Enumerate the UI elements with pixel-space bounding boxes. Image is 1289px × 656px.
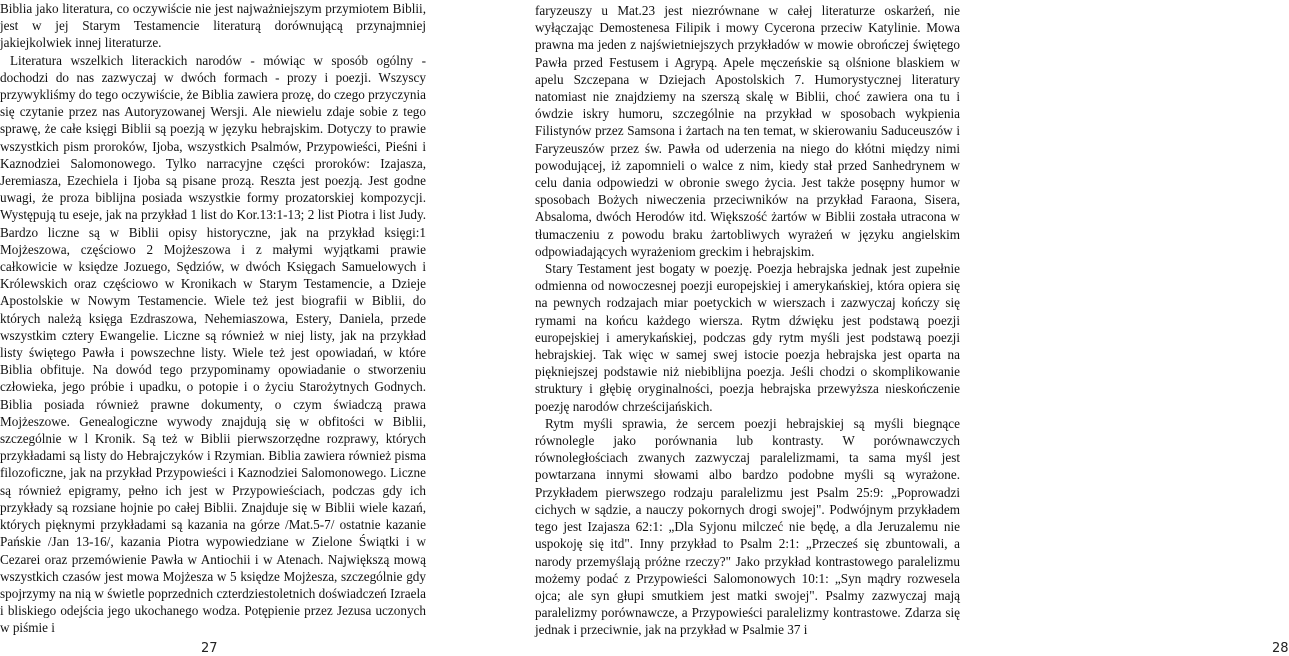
left-page bbox=[0, 0, 426, 655]
paragraph: faryzeuszy u Mat.23 jest niezrównane w całej literaturze oskarżeń, nie wyłączając Demostenesa Filipik i mowy Cycerona przeciw Katylinie. Mowa prawna ma jeden z najświetniejszych przykładów w mowie obrończej świętego Pawła przed Festusem i Agrypą. Apele męczeńskie są olśnione blaskiem w apelu Szczepana w Dziejach Apostolskich 7. Humorystycznej literatury natomiast nie znajdziemy na szerszą skalę w Biblii, choć zawiera ona tu i ówdzie iskry humoru, szczególnie na przykład w sposobach wykpienia Filistynów przez Samsona i żartach na ten temat, w skierowaniu Saduceuszów i Faryzeuszów przez św. Pawła od uderzenia na niego do kłótni między nimi powodującej, iż zapomnieli o walce z nim, kiedy stał przed Sanhedrynem w celu dania odpowiedzi w obronie swego życia. Jest także posępny humor w sposobach Bożych niweczenia przeciwników na przykład Faraona, Sisera, Absaloma, dwóch Herodów itd. Większość żartów w Biblii została utracona w tłumaczeniu z powodu braku żartobliwych wyrażeń w języku angielskim odpowiadających wyrażeniom greckim i hebrajskim. bbox=[535, 3, 960, 259]
paragraph: Stary Testament jest bogaty w poezję. Poezja hebrajska jednak jest zupełnie odmienna od nowoczesnej poezji europejskiej i amerykańskiej, która opiera się na pewnych rodzajach miar poetyckich w wierszach i zazwyczaj kończy się rymami na końcu każdego wiersza. Rytm dźwięku jest podstawą poezji europejskiej i amerykańskiej, podczas gdy rytm myśli jest podstawą poezji hebrajskiej. Tak więc w samej swej istocie poezja hebrajska jest oparta na piękniejszej podstawie niż niebiblijna poezja. Jeśli chodzi o skomplikowanie struktury i głębię oryginalności, poezja hebrajska przewyższa nieskończenie poezję narodów chrześcijańskich. bbox=[535, 261, 960, 414]
page-number: 27 bbox=[201, 641, 218, 656]
right-page-text bbox=[535, 0, 960, 639]
left-page-text bbox=[0, 0, 426, 637]
right-page bbox=[535, 0, 1289, 656]
paragraph: Biblia jako literatura, co oczywiście nie jest najważniejszym przymiotem Biblii, jest w jej Starym Testamencie literaturą dorównującą przynajmniej jakiejkolwiek innej literaturze. bbox=[0, 1, 426, 51]
paragraph: Rytm myśli sprawia, że sercem poezji hebrajskiej są myśli biegnące równolegle jako porównania lub kontrasty. W porównawczych równoległościach zwanych zazwyczaj paralelizmami, ta sama myśl jest powtarzana innymi słowami albo bardzo podobne myśli są wyrażone. Przykładem pierwszego rodzaju paralelizmu jest Psalm 25:9: „Poprowadzi cichych w sądzie, a nauczy pokornych drogi swojej". Podwójnym przykładem tego jest Izajasza 62:1: „Dla Syjonu milczeć nie będę, a dla Jeruzalemu nie uspokoję się itd". Inny przykład to Psalm 2:1: „Przecześ się zbuntowali, a narody przemyślają próżne rzeczy?" Jako przykład kontrastowego paralelizmu możemy podać z Przypowieści Salomonowych 10:1: „Syn mądry rozwesela ojca; ale syn głupi smutkiem jest matki swojej". Psalmy zazwyczaj mają paralelizmy porównawcze, a Przypowieści paralelizmy kontrastowe. Zdarza się jednak i przeciwnie, jak na przykład w Psalmie 37 i bbox=[535, 415, 960, 638]
page-number: 28 bbox=[1272, 641, 1289, 656]
paragraph: Literatura wszelkich literackich narodów - mówiąc w sposób ogólny - dochodzi do nas zazwyczaj w dwóch formach - prozy i poezji. Wszyscy przywykliśmy do tego oczywiście, że Biblia zawiera prozę, do czego przyczynia się czytanie przez nas Autoryzowanej Wersji. Ale niewielu zdaje sobie z tego sprawę, że całe księgi Biblii są poezją w języku hebrajskim. Dotyczy to prawie wszystkich pism proroków, Ijoba, wszystkich Psalmów, Przypowieści, Pieśni i Kaznodziei Salomonowego. Tylko narracyjne części proroków: Izajasza, Jeremiasza, Ezechiela i Ijoba są pisane prozą. Reszta jest poezją. Jest godne uwagi, że proza biblijna posiada wszystkie formy prozatorskiej kompozycji. Występują tu eseje, jak na przykład 1 list do Kor.13:1-13; 2 list Piotra i list Judy. Bardzo liczne są w Biblii opisy historyczne, jak na przykład księgi:1 Mojżeszowa, częściowo 2 Mojżeszowa i z małymi wyjątkami prawie całkowicie w księdze Jozuego, Sędziów, w dwóch Księgach Samuelowych i Królewskich oraz częściowo w Kronikach w Starym Testamencie, a Dzieje Apostolskie w Nowym Testamencie. Wiele też jest biografii w Biblii, do których należą księga Ezdraszowa, Nehemiaszowa, Estery, Daniela, przede wszystkim cztery Ewangelie. Liczne są również w niej listy, jak na przykład listy świętego Pawła i powszechne listy. Wiele też jest opowiadań, w które Biblia obfituje. Na dowód tego przypominamy opowiadanie o stworzeniu człowieka, jego próbie i upadku, o potopie i o życiu Starożytnych Godnych. Biblia posiada również prawne dokumenty, o czym świadczą prawa Mojżeszowe. Genealogiczne wywody znajdują się w obfitości w Biblii, szczególnie w l Kronik. Są też w Biblii pierwszorzędne rozprawy, których przykładami są listy do Hebrajczyków i Rzymian. Biblia zawiera również pisma filozoficzne, jak na przykład Przypowieści i Kaznodziei Salomonowego. Liczne są również epigramy, pełno ich jest w Przypowieściach, podczas gdy ich przykłady są rozsiane hojnie po całej Biblii. Znajduje się w Biblii wiele kazań, których pięknymi przykładami są kazania na górze /Mat.5-7/ ostatnie kazanie Pańskie /Jan 13-16/, kazania Piotra wypowiedziane w Zielone Świątki i w Cezarei oraz przemówienie Pawła w Antiochii i w Atenach. Największą mową wszystkich czasów jest mowa Mojżesza w 5 księdze Mojżesza, szczególnie gdy spojrzymy na nią w świetle poprzednich czterdziestoletnich doświadczeń Izraela i bliskiego odejścia jego ukochanego wodza. Potępienie przez Jezusa uczonych w piśmie i bbox=[0, 52, 426, 636]
